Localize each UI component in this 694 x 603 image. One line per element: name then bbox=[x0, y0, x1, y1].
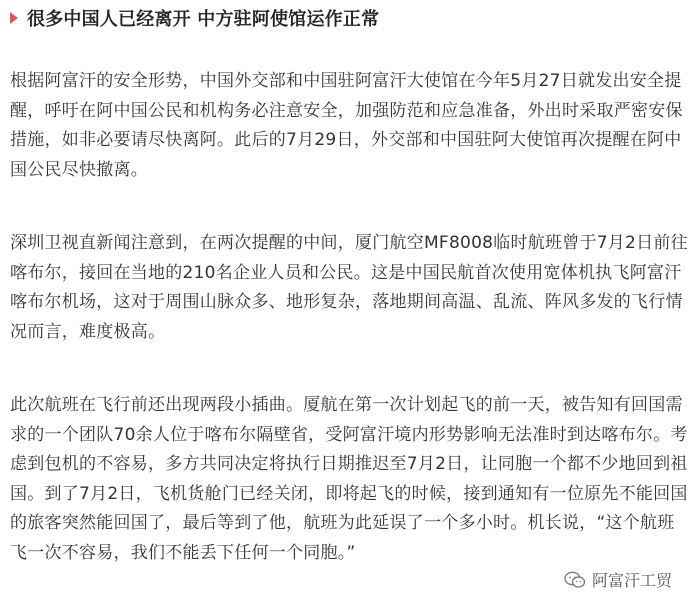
paragraph-3: 此次航班在飞行前还出现两段小插曲。厦航在第一次计划起飞的前一天，被告知有回国需求的一个团队70余人位于喀布尔隔壁省，受阿富汗境内形势影响无法准时到达喀布尔。考虑到包机的不容易，多方共同决定将执行日期推迟至7月2日，让同胞一个都不少地回到祖国。到了7月2日，飞机货舱门已经关闭，即将起飞的时候，接到通知有一位原先不能回国的旅客突然能回国了，最后等到了他，航班为此延误了一个多小时。机长说，“这个航班飞一次不容易，我们不能丢下任何一个同胞。” bbox=[10, 395, 688, 563]
section-heading bbox=[0, 4, 379, 32]
paragraph-2: 深圳卫视直新闻注意到，在两次提醒的中间，厦门航空MF8008临时航班曾于7月2日前往喀布尔，接回在当地的210名企业人员和公民。这是中国民航首次使用宽体机执飞阿富汗喀布尔机场，这对于周围山脉众多、地形复杂，落地期间高温、乱流、阵风多发的飞行情况而言，难度极高。 bbox=[10, 233, 688, 342]
section-heading-text: 很多中国人已经离开 中方驻阿使馆运作正常 bbox=[27, 9, 380, 30]
watermark-text: 阿富汗工贸 bbox=[591, 571, 672, 590]
wechat-icon bbox=[564, 571, 586, 589]
account-watermark bbox=[564, 568, 672, 591]
triangle-marker-icon bbox=[10, 12, 18, 24]
paragraph-1: 根据阿富汗的安全形势，中国外交部和中国驻阿富汗大使馆在今年5月27日就发出安全提醒，呼吁在阿中国公民和机构务必注意安全，加强防范和应急准备，外出时采取严密安保措施，如非必要请尽快离阿。此后的7月29日，外交部和中国驻阿大使馆再次提醒在阿中国公民尽快撤离。 bbox=[10, 71, 683, 180]
